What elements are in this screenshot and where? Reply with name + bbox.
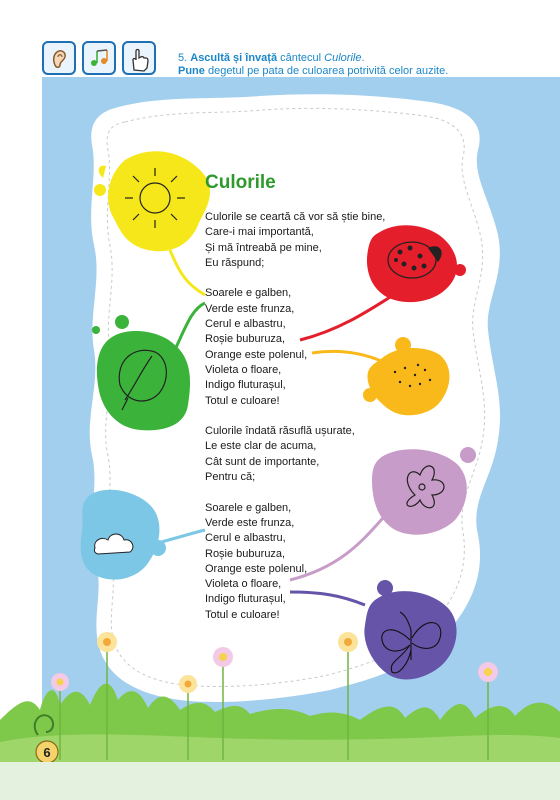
lyric-line: Culorile îndată răsuflă ușurate, <box>205 425 355 438</box>
page-number: 6 <box>43 745 51 760</box>
instruction-bold-2: Pune <box>178 65 205 77</box>
lyric-line: Verde este frunza, <box>205 302 295 315</box>
stanza-1 <box>205 210 385 271</box>
stanza-3 <box>205 424 385 485</box>
lyric-line: Totul e culoare! <box>205 394 280 407</box>
stanza-4 <box>205 501 385 623</box>
lyric-line: Verde este frunza, <box>205 516 295 529</box>
lyric-line: Soarele e galben, <box>205 501 292 514</box>
lyric-line: Și mă întreabă pe mine, <box>205 241 322 254</box>
lyric-line: Orange este polenul, <box>205 348 308 361</box>
lyric-line: Le este clar de acuma, <box>205 440 317 453</box>
lyric-line: Culorile se ceartă că vor să știe bine, <box>205 211 386 223</box>
lyric-line: Soarele e galben, <box>205 287 292 300</box>
lyric-line: Roșie buburuza, <box>205 547 286 560</box>
lyric-line: Cerul e albastru, <box>205 532 286 545</box>
lyric-line: Totul e culoare! <box>205 608 280 621</box>
stanza-2 <box>205 286 385 408</box>
instruction-text: cântecul <box>277 52 325 64</box>
lyric-line: Cât sunt de importante, <box>205 455 320 468</box>
song-title: Culorile <box>205 172 276 193</box>
lyric-line: Indigo fluturașul, <box>205 379 286 392</box>
lyric-line: Roșie buburuza, <box>205 333 286 346</box>
instruction-bold: Ascultă și învață <box>190 52 278 64</box>
song-lyrics <box>205 172 385 638</box>
lyric-line: Cerul e albastru, <box>205 318 286 331</box>
song-title-reference: Culorile <box>324 52 362 64</box>
page-footer-strip <box>0 762 560 800</box>
lyric-line: Eu răspund; <box>205 256 265 269</box>
exercise-number: 5. <box>178 52 188 64</box>
lyric-line: Violeta o floare, <box>205 363 282 376</box>
lyric-line: Pentru că; <box>205 471 256 484</box>
lyric-line: Orange este polenul, <box>205 562 308 575</box>
instruction-period: . <box>361 52 365 64</box>
lyric-line: Violeta o floare, <box>205 578 282 591</box>
lyric-line: Indigo fluturașul, <box>205 593 286 606</box>
lyric-line: Care-i mai importantă, <box>205 226 314 239</box>
instruction-text-2: degetul pe pata de culoarea potrivită celor auzite. <box>204 65 449 77</box>
